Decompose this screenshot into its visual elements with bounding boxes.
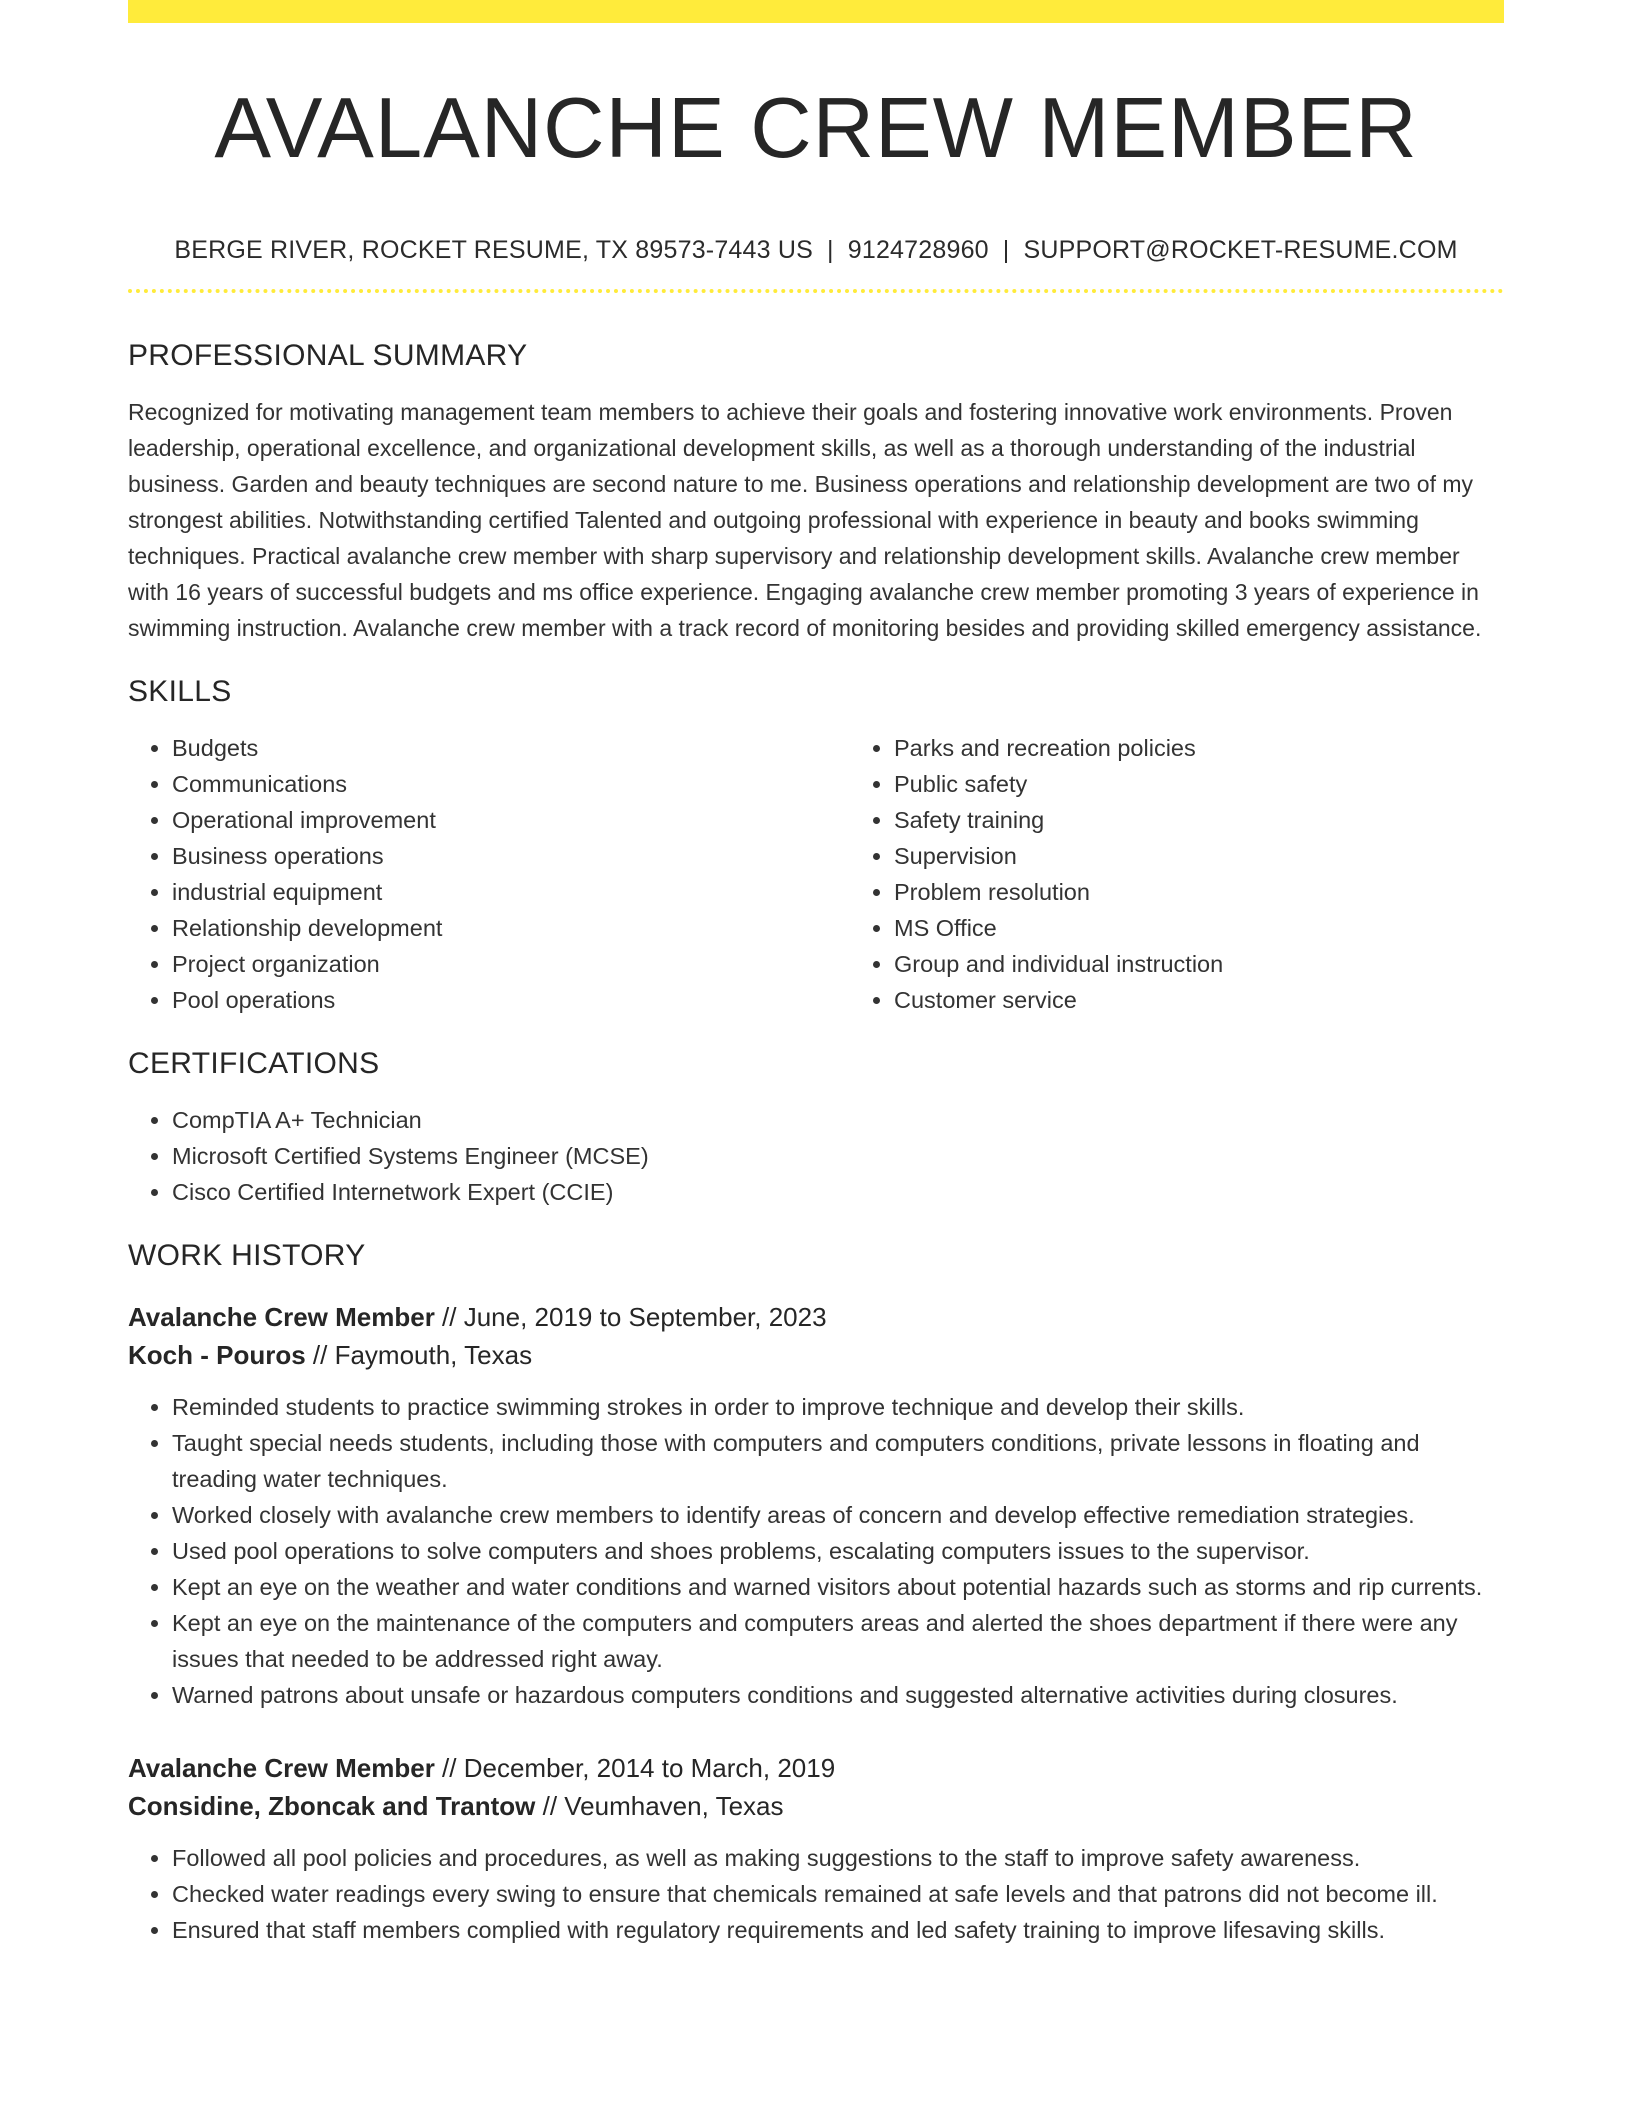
job-location: // Veumhaven, Texas (535, 1791, 784, 1821)
job-title: Avalanche Crew Member (128, 1753, 435, 1783)
certification-item: • Microsoft Certified Systems Engineer (MCSE) (172, 1138, 1504, 1174)
job-bullet: • Worked closely with avalanche crew members to identify areas of concern and develop effective remediation strategies. (172, 1497, 1504, 1533)
skill-item: • Relationship development (172, 910, 850, 946)
skill-item: • industrial equipment (172, 874, 850, 910)
certification-item: • CompTIA A+ Technician (172, 1102, 1504, 1138)
work-history-heading: WORK HISTORY (128, 1239, 366, 1272)
job-bullet: • Reminded students to practice swimming strokes in order to improve technique and develop their skills. (172, 1389, 1504, 1425)
job-entry (128, 1749, 1504, 1948)
job-company-line (128, 1336, 1504, 1374)
certifications-heading: CERTIFICATIONS (128, 1047, 380, 1080)
job-title: Avalanche Crew Member (128, 1302, 435, 1332)
job-bullet: • Kept an eye on the weather and water conditions and warned visitors about potential hazards such as storms and rip currents. (172, 1569, 1504, 1605)
contact-separator: | (1002, 236, 1010, 264)
contact-address: BERGE RIVER, ROCKET RESUME, TX 89573-7443 US (174, 236, 814, 264)
job-bullet: • Used pool operations to solve computers and shoes problems, escalating computers issues to the supervisor. (172, 1533, 1504, 1569)
skill-item: • Problem resolution (894, 874, 1572, 910)
job-dates: // June, 2019 to September, 2023 (434, 1302, 827, 1332)
skill-item: • Parks and recreation policies (894, 730, 1572, 766)
job-title-line (128, 1749, 1504, 1787)
resume-content (128, 0, 1504, 1948)
contact-line (128, 235, 1504, 265)
skill-item: • Pool operations (172, 982, 850, 1018)
skills-columns (128, 730, 1504, 1018)
skill-item: • Public safety (894, 766, 1572, 802)
job-bullet: • Warned patrons about unsafe or hazardous computers conditions and suggested alternative activities during closures. (172, 1677, 1504, 1713)
skill-item: • MS Office (894, 910, 1572, 946)
job-dates: // December, 2014 to March, 2019 (434, 1753, 836, 1783)
contact-separator: | (827, 236, 834, 264)
skill-item: • Operational improvement (172, 802, 850, 838)
job-company: Considine, Zboncak and Trantow (128, 1791, 536, 1821)
skill-item: • Project organization (172, 946, 850, 982)
job-bullets (128, 1840, 1504, 1948)
skill-item: • Budgets (172, 730, 850, 766)
candidate-name: AVALANCHE CREW MEMBER (214, 81, 1418, 176)
skills-list-left (128, 730, 850, 1018)
job-bullet: • Ensured that staff members complied with regulatory requirements and led safety training to improve lifesaving skills. (172, 1912, 1504, 1948)
job-location: // Faymouth, Texas (305, 1340, 533, 1370)
job-bullets (128, 1389, 1504, 1713)
job-title-line (128, 1298, 1504, 1336)
skill-item: • Customer service (894, 982, 1572, 1018)
job-entry (128, 1298, 1504, 1713)
contact-phone: 9124728960 (847, 236, 989, 264)
job-bullet: • Taught special needs students, including those with computers and computers conditions, private lessons in floating and treading water techniques. (172, 1425, 1504, 1497)
skill-item: • Business operations (172, 838, 850, 874)
certification-item: • Cisco Certified Internetwork Expert (CCIE) (172, 1174, 1504, 1210)
job-bullet: • Checked water readings every swing to ensure that chemicals remained at safe levels and that patrons did not become ill. (172, 1876, 1504, 1912)
certifications-list (128, 1102, 1504, 1210)
job-company: Koch - Pouros (128, 1340, 306, 1370)
skill-item: • Communications (172, 766, 850, 802)
skill-item: • Supervision (894, 838, 1572, 874)
skills-heading: SKILLS (128, 675, 232, 708)
skills-list-right (850, 730, 1572, 1018)
summary-text: Recognized for motivating management team members to achieve their goals and fostering innovative work environments. Proven leadership, operational excellence, and organizational development skills, as well as a thorough understanding of the industrial business. Garden and beauty techniques are second nature to me. Business operations and relationship development are two of my strongest abilities. Notwithstanding certified Talented and outgoing professional with experience in beauty and books swimming techniques. Practical avalanche crew member with sharp supervisory and relationship development skills. Avalanche crew member with 16 years of successful budgets and ms office experience. Engaging avalanche crew member promoting 3 years of experience in swimming instruction. Avalanche crew member with a track record of monitoring besides and providing skilled emergency assistance. (128, 399, 1482, 641)
job-company-line (128, 1787, 1504, 1825)
dotted-divider (128, 289, 1504, 293)
skill-item: • Safety training (894, 802, 1572, 838)
contact-email[interactable]: SUPPORT@ROCKET-RESUME.COM (1023, 236, 1458, 264)
job-bullet: • Followed all pool policies and procedures, as well as making suggestions to the staff to improve safety awareness. (172, 1840, 1504, 1876)
skill-item: • Group and individual instruction (894, 946, 1572, 982)
job-bullet: • Kept an eye on the maintenance of the computers and computers areas and alerted the shoes department if there were any issues that needed to be addressed right away. (172, 1605, 1504, 1677)
summary-heading: PROFESSIONAL SUMMARY (128, 339, 528, 372)
